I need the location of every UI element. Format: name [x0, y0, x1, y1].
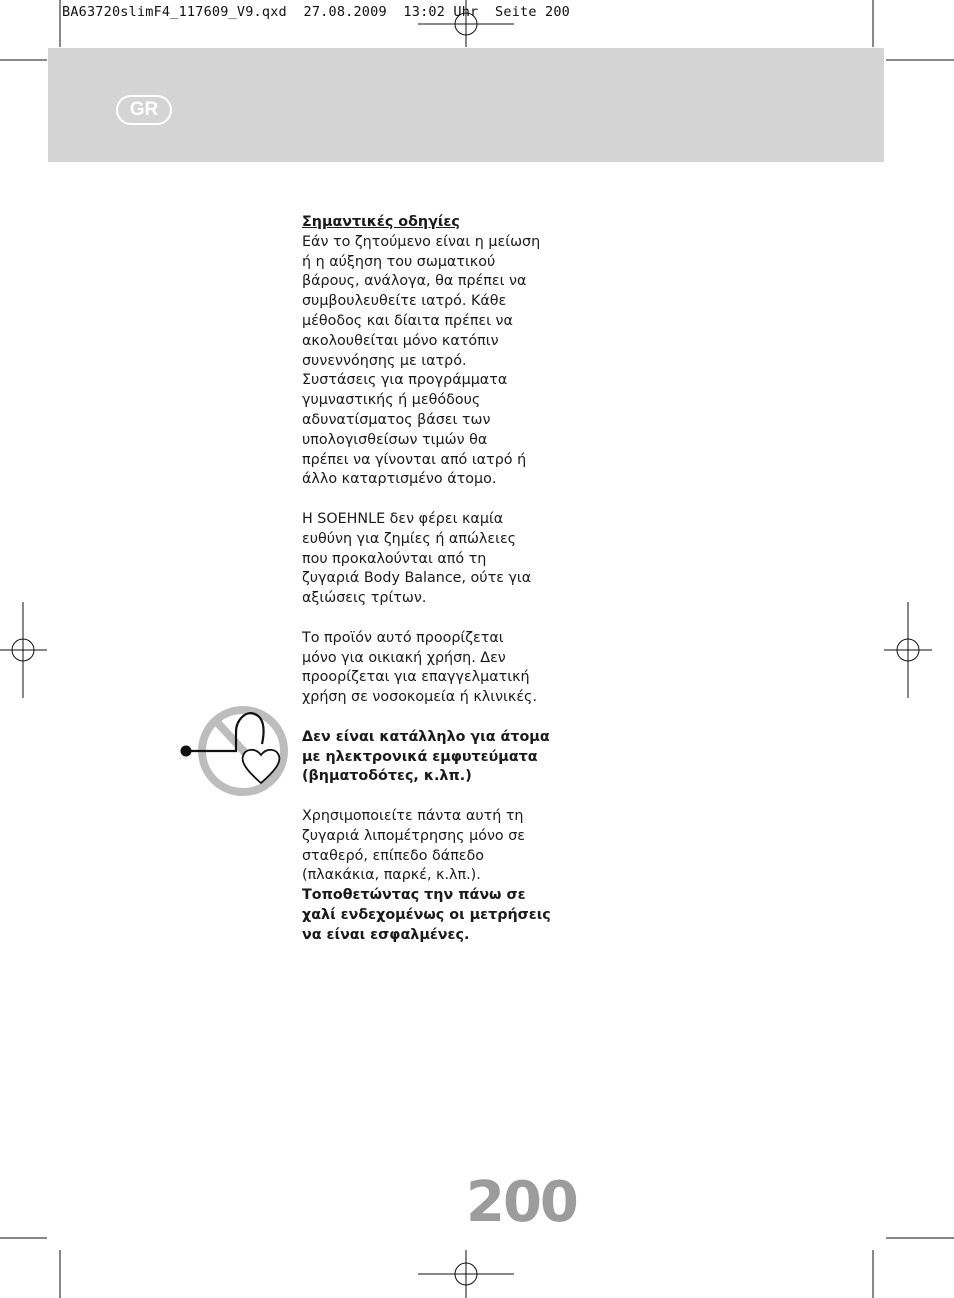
text-line: συνεννόησης με ιατρό. [302, 352, 467, 369]
file-slug-line: BA63720slimF4_117609_V9.qxd 27.08.2009 13:02 Uhr Seite 200 [62, 4, 570, 20]
text-line: μόνο για οικιακή χρήση. Δεν [302, 649, 506, 666]
carpet-warning-line: Τοποθετώντας την πάνω σε [302, 887, 526, 904]
floor-surface-paragraph [302, 807, 592, 946]
registration-mark-icon [418, 1250, 514, 1298]
text-line: αξιώσεις τρίτων. [302, 590, 427, 607]
text-line: πρέπει να γίνονται από ιατρό ή [302, 451, 527, 468]
carpet-warning-line: χαλί ενδεχομένως οι μετρήσεις [302, 906, 551, 923]
implant-warning [302, 728, 592, 787]
liability-paragraph [302, 510, 592, 609]
warning-line: με ηλεκτρονικά εμφυτεύματα [302, 748, 538, 765]
text-line: συμβουλευθείτε ιατρό. Κάθε [302, 293, 507, 310]
text-line: μέθοδος και δίαιτα πρέπει να [302, 312, 513, 329]
instructions-column [302, 213, 592, 965]
text-line: χρήση σε νοσοκομεία ή κλινικές. [302, 689, 537, 706]
important-notes-section [302, 213, 592, 490]
text-line: ευθύνη για ζημίες ή απώλειες [302, 530, 517, 547]
household-use-paragraph [302, 629, 592, 708]
text-line: Η SOEHNLE δεν φέρει καμία [302, 510, 504, 527]
text-line: προορίζεται για επαγγελματική [302, 669, 530, 686]
text-line: σταθερό, επίπεδο δάπεδο [302, 847, 485, 864]
header-band [48, 48, 884, 162]
text-line: Συστάσεις για προγράμματα [302, 372, 508, 389]
text-line: άλλο καταρτισμένο άτομο. [302, 471, 497, 488]
text-line: ζυγαριά λιπομέτρησης μόνο σε [302, 827, 526, 844]
text-line: ακολουθείται μόνο κατόπιν [302, 332, 499, 349]
warning-line: Δεν είναι κατάλληλο για άτομα [302, 728, 550, 745]
text-line: που προκαλούνται από τη [302, 550, 487, 567]
warning-line: (βηματοδότες, κ.λπ.) [302, 768, 472, 785]
text-line: (πλακάκια, παρκέ, κ.λπ.). [302, 867, 481, 884]
text-line: αδυνατίσματος βάσει των [302, 411, 491, 428]
text-line: βάρους, ανάλογα, θα πρέπει να [302, 273, 527, 290]
registration-mark-icon [884, 602, 932, 698]
registration-mark-icon [0, 602, 47, 698]
carpet-warning-line: να είναι εσφαλμένες. [302, 926, 470, 943]
section-heading: Σημαντικές οδηγίες [302, 214, 460, 230]
text-line: Χρησιμοποιείτε πάντα αυτή τη [302, 807, 524, 824]
language-badge: GR [116, 95, 172, 125]
text-line: Εάν το ζητούμενο είναι η μείωση [302, 233, 541, 250]
text-line: γυμναστικής ή μεθόδους [302, 392, 481, 409]
text-line: ζυγαριά Body Balance, ούτε για [302, 570, 532, 587]
text-line: Το προϊόν αυτό προορίζεται [302, 629, 504, 646]
text-line: υπολογισθείσων τιμών θα [302, 431, 488, 448]
no-pacemaker-icon [176, 704, 294, 802]
page-number: 200 [466, 1170, 577, 1235]
text-line: ή η αύξηση του σωματικού [302, 253, 496, 270]
